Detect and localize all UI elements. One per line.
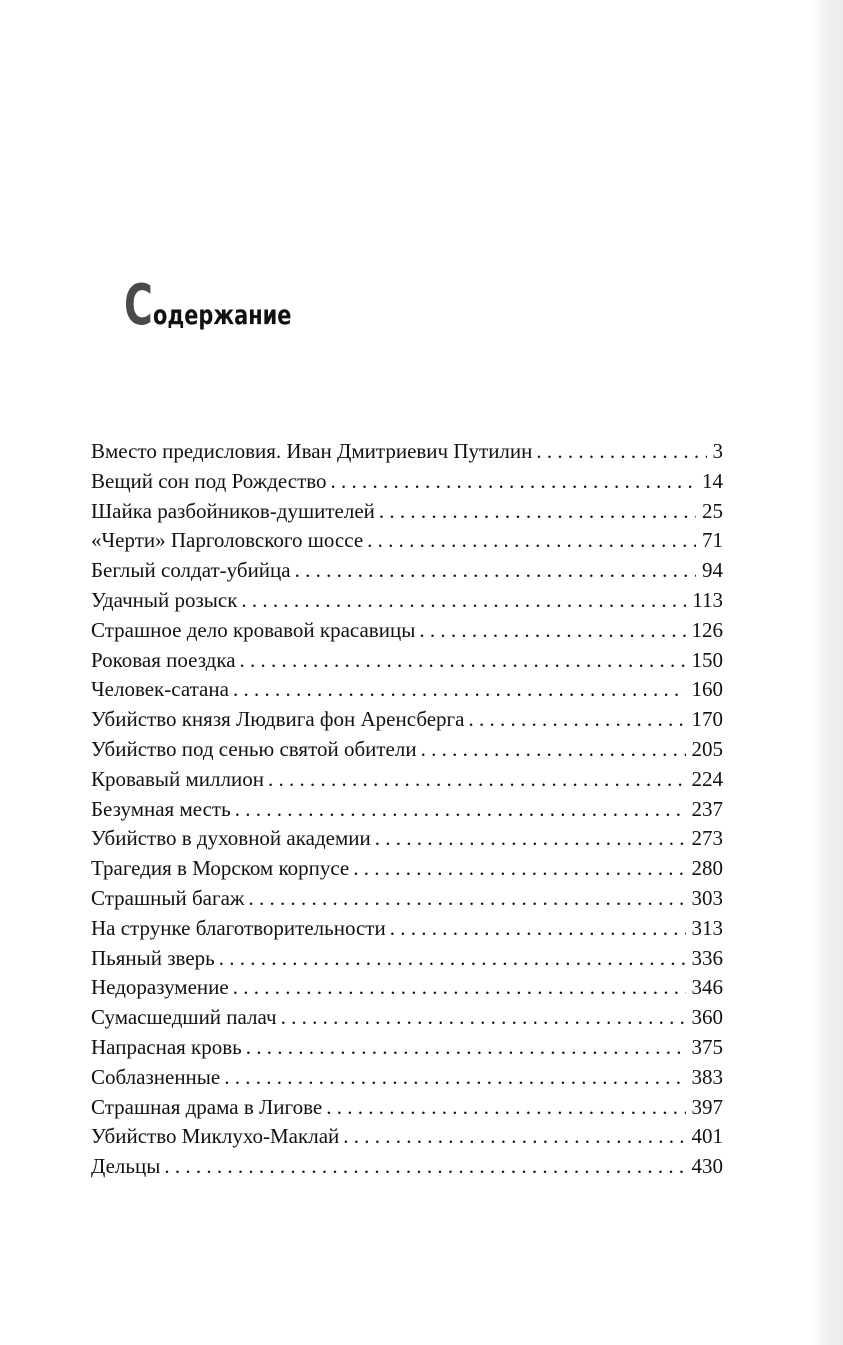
toc-entry <box>91 1093 723 1123</box>
toc-entry <box>91 437 723 467</box>
toc-dot-leader <box>241 586 686 616</box>
toc-entry <box>91 735 723 765</box>
toc-dot-leader <box>375 824 686 854</box>
toc-entry-title: Недоразумение <box>91 975 229 1000</box>
toc-entry-page-number: 401 <box>691 1124 723 1149</box>
toc-entry-page-number: 313 <box>691 915 723 940</box>
table-of-contents <box>91 437 723 1182</box>
toc-entry-page-number: 14 <box>702 468 723 493</box>
toc-entry-page-number: 280 <box>691 856 723 881</box>
toc-dot-leader <box>268 765 686 795</box>
toc-entry-page-number: 205 <box>691 736 723 761</box>
toc-dot-leader <box>235 795 686 825</box>
toc-entry <box>91 616 723 646</box>
toc-entry <box>91 586 723 616</box>
toc-entry <box>91 1063 723 1093</box>
toc-dot-leader <box>233 973 686 1003</box>
toc-entry <box>91 556 723 586</box>
toc-dot-leader <box>390 914 686 944</box>
toc-entry-title: Соблазненные <box>91 1064 221 1089</box>
toc-entry-title: Кровавый миллион <box>91 766 264 791</box>
toc-entry <box>91 497 723 527</box>
toc-dot-leader <box>343 1122 685 1152</box>
toc-dot-leader <box>536 437 706 467</box>
toc-dot-leader <box>379 497 696 527</box>
contents-heading <box>124 273 314 338</box>
toc-entry-title: Трагедия в Морском корпусе <box>91 856 350 881</box>
toc-entry <box>91 1033 723 1063</box>
toc-entry-page-number: 3 <box>712 439 723 463</box>
toc-entry-page-number: 71 <box>702 528 723 553</box>
toc-entry <box>91 854 723 884</box>
toc-entry-title: Страшный багаж <box>91 885 245 910</box>
toc-dot-leader <box>367 526 696 556</box>
toc-entry <box>91 1122 723 1152</box>
toc-dot-leader <box>248 884 685 914</box>
toc-entry-page-number: 170 <box>691 707 723 732</box>
toc-entry <box>91 973 723 1003</box>
toc-entry-title: Удачный розыск <box>91 587 238 612</box>
toc-entry <box>91 765 723 795</box>
toc-entry-title: Убийство князя Людвига фон Аренсберга <box>91 707 465 732</box>
toc-entry-title: Вместо предисловия. Иван Дмитриевич Путилин <box>91 439 533 463</box>
toc-entry-page-number: 224 <box>691 766 723 791</box>
toc-entry <box>91 646 723 676</box>
toc-entry-title: Безумная месть <box>91 796 231 821</box>
toc-entry-title: Роковая поездка <box>91 647 236 672</box>
toc-entry-page-number: 25 <box>702 498 723 523</box>
toc-entry-page-number: 375 <box>691 1034 723 1059</box>
toc-entry-title: Шайка разбойников-душителей <box>91 498 375 523</box>
toc-entry-title: Страшное дело кровавой красавицы <box>91 617 416 642</box>
toc-entry <box>91 795 723 825</box>
toc-entry-page-number: 346 <box>691 975 723 1000</box>
contents-heading-initial: С <box>124 273 153 338</box>
toc-entry-title: Сумасшедший палач <box>91 1005 277 1030</box>
toc-entry-page-number: 126 <box>691 617 723 642</box>
toc-entry-page-number: 430 <box>691 1154 723 1179</box>
toc-entry-title: Убийство в духовной академии <box>91 826 371 851</box>
toc-entry-title: На струнке благотворительности <box>91 915 386 940</box>
toc-entry-page-number: 237 <box>691 796 723 821</box>
toc-dot-leader <box>240 646 686 676</box>
toc-entry-title: Человек-сатана <box>91 677 229 702</box>
toc-entry-page-number: 94 <box>702 558 723 583</box>
toc-dot-leader <box>353 854 685 884</box>
toc-entry <box>91 1152 723 1182</box>
toc-entry-title: Страшная драма в Лигове <box>91 1094 323 1119</box>
toc-entry-page-number: 336 <box>691 945 723 970</box>
toc-entry <box>91 944 723 974</box>
toc-entry-title: Напрасная кровь <box>91 1034 242 1059</box>
toc-dot-leader <box>224 1063 685 1093</box>
toc-entry <box>91 1003 723 1033</box>
toc-entry-page-number: 303 <box>691 885 723 910</box>
toc-entry-page-number: 273 <box>691 826 723 851</box>
toc-entry-title: «Черти» Парголовского шоссе <box>91 528 364 553</box>
toc-dot-leader <box>246 1033 686 1063</box>
toc-entry <box>91 824 723 854</box>
toc-entry-page-number: 113 <box>692 587 723 612</box>
toc-entry-title: Убийство Миклухо-Маклай <box>91 1124 340 1149</box>
toc-entry-title: Убийство под сенью святой обители <box>91 736 417 761</box>
toc-entry-title: Дельцы <box>91 1154 161 1179</box>
page-edge-shadow <box>813 0 843 1345</box>
toc-dot-leader <box>468 705 685 735</box>
toc-entry-page-number: 397 <box>691 1094 723 1119</box>
contents-heading-rest: одержание <box>152 300 292 331</box>
toc-dot-leader <box>326 1093 685 1123</box>
toc-entry <box>91 914 723 944</box>
toc-entry-title: Беглый солдат-убийца <box>91 558 291 583</box>
toc-dot-leader <box>421 735 686 765</box>
toc-dot-leader <box>219 944 686 974</box>
toc-dot-leader <box>331 467 696 497</box>
toc-entry-page-number: 150 <box>691 647 723 672</box>
toc-dot-leader <box>419 616 685 646</box>
toc-entry <box>91 705 723 735</box>
toc-entry <box>91 467 723 497</box>
toc-entry <box>91 526 723 556</box>
toc-entry <box>91 884 723 914</box>
toc-entry-page-number: 360 <box>691 1005 723 1030</box>
toc-dot-leader <box>281 1003 686 1033</box>
toc-dot-leader <box>295 556 696 586</box>
toc-entry-title: Пьяный зверь <box>91 945 215 970</box>
toc-entry-page-number: 160 <box>691 677 723 702</box>
toc-entry-title: Вещий сон под Рождество <box>91 468 327 493</box>
toc-dot-leader <box>164 1152 685 1182</box>
toc-entry-page-number: 383 <box>691 1064 723 1089</box>
toc-entry <box>91 675 723 705</box>
toc-dot-leader <box>233 675 686 705</box>
